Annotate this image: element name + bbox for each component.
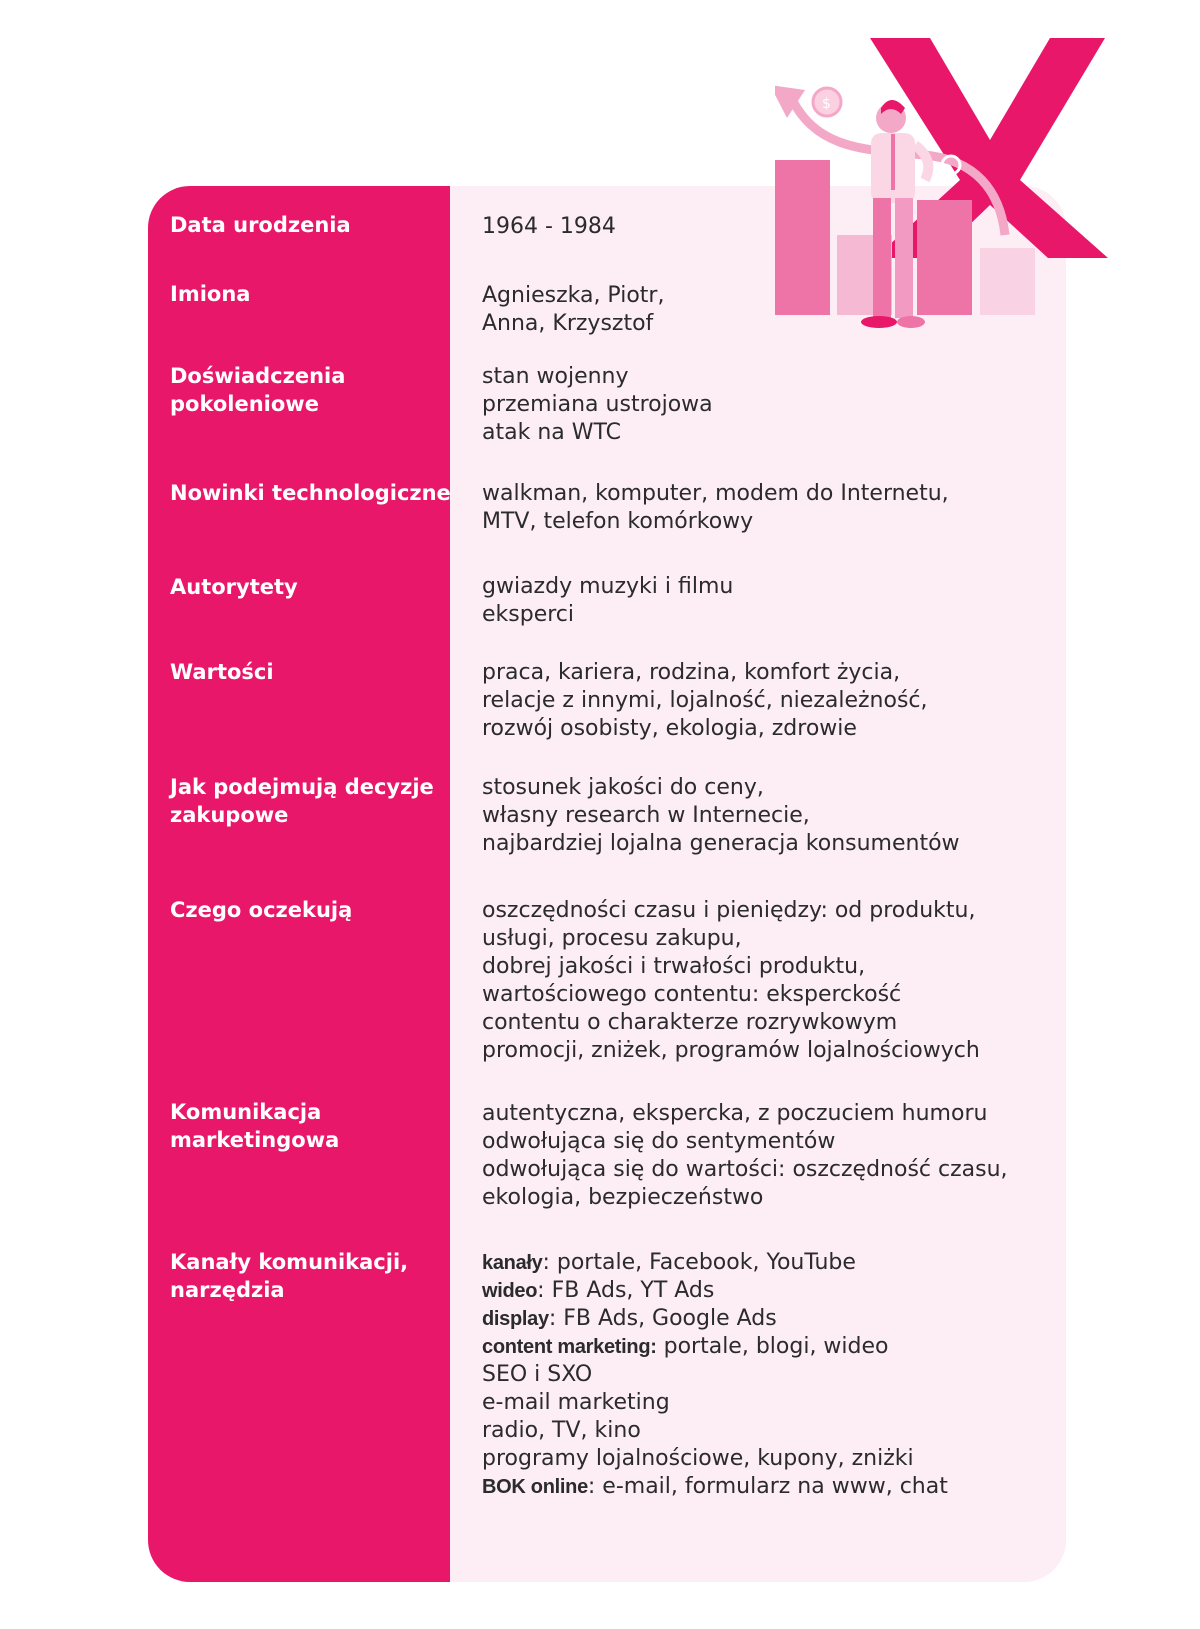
value-purchase-decisions: stosunek jakości do ceny, własny research w Internecie, najbardziej lojalna generacja konsumentów — [482, 775, 960, 856]
value-tech-novelties: walkman, komputer, modem do Internetu, MTV, telefon komórkowy — [482, 481, 949, 534]
label-values: Wartości — [170, 660, 274, 684]
value-birth-date: 1964 - 1984 — [482, 214, 616, 239]
value-marketing-communication: autentyczna, ekspercka, z poczuciem humoru odwołująca się do sentymentów odwołująca się do wartości: oszczędność czasu, ekologia, bezpieczeństwo — [482, 1101, 1008, 1210]
label-purchase-decisions: Jak podejmują decyzje zakupowe — [170, 775, 434, 827]
value-communication-channels: kanały: portale, Facebook, YouTube wideo: FB Ads, YT Ads display: FB Ads, Google Ads content marketing: portale, blogi, wideo SEO i SXO e-mail marketing radio, TV, kino programy lojalnościowe, kupony, zniżki BOK online: e-mail, formularz na www, chat — [482, 1250, 948, 1499]
label-names: Imiona — [170, 282, 251, 306]
svg-text:$: $ — [822, 96, 831, 112]
label-tech-novelties: Nowinki technologiczne — [170, 481, 451, 505]
value-authorities: gwiazdy muzyki i filmu eksperci — [482, 574, 734, 627]
label-authorities: Autorytety — [170, 575, 298, 599]
label-marketing-communication: Komunikacja marketingowa — [170, 1100, 340, 1152]
value-values: praca, kariera, rodzina, komfort życia, relacje z innymi, lojalność, niezależność, rozwój osobisty, ekologia, zdrowie — [482, 660, 928, 741]
label-birth-date: Data urodzenia — [170, 213, 351, 237]
label-communication-channels: Kanały komunikacji, narzędzia — [170, 1250, 409, 1302]
value-names: Agnieszka, Piotr, Anna, Krzysztof — [482, 283, 665, 336]
label-expectations: Czego oczekują — [170, 898, 353, 922]
label-generational-experiences: Doświadczenia pokoleniowe — [170, 364, 346, 416]
value-expectations: oszczędności czasu i pieniędzy: od produktu, usługi, procesu zakupu, dobrej jakości i trwałości produktu, wartościowego contentu: eksperckość contentu o charakterze rozrywkowym promocji, zniżek, programów lojalnościowych — [482, 898, 980, 1063]
value-generational-experiences: stan wojenny przemiana ustrojowa atak na WTC — [482, 364, 713, 445]
